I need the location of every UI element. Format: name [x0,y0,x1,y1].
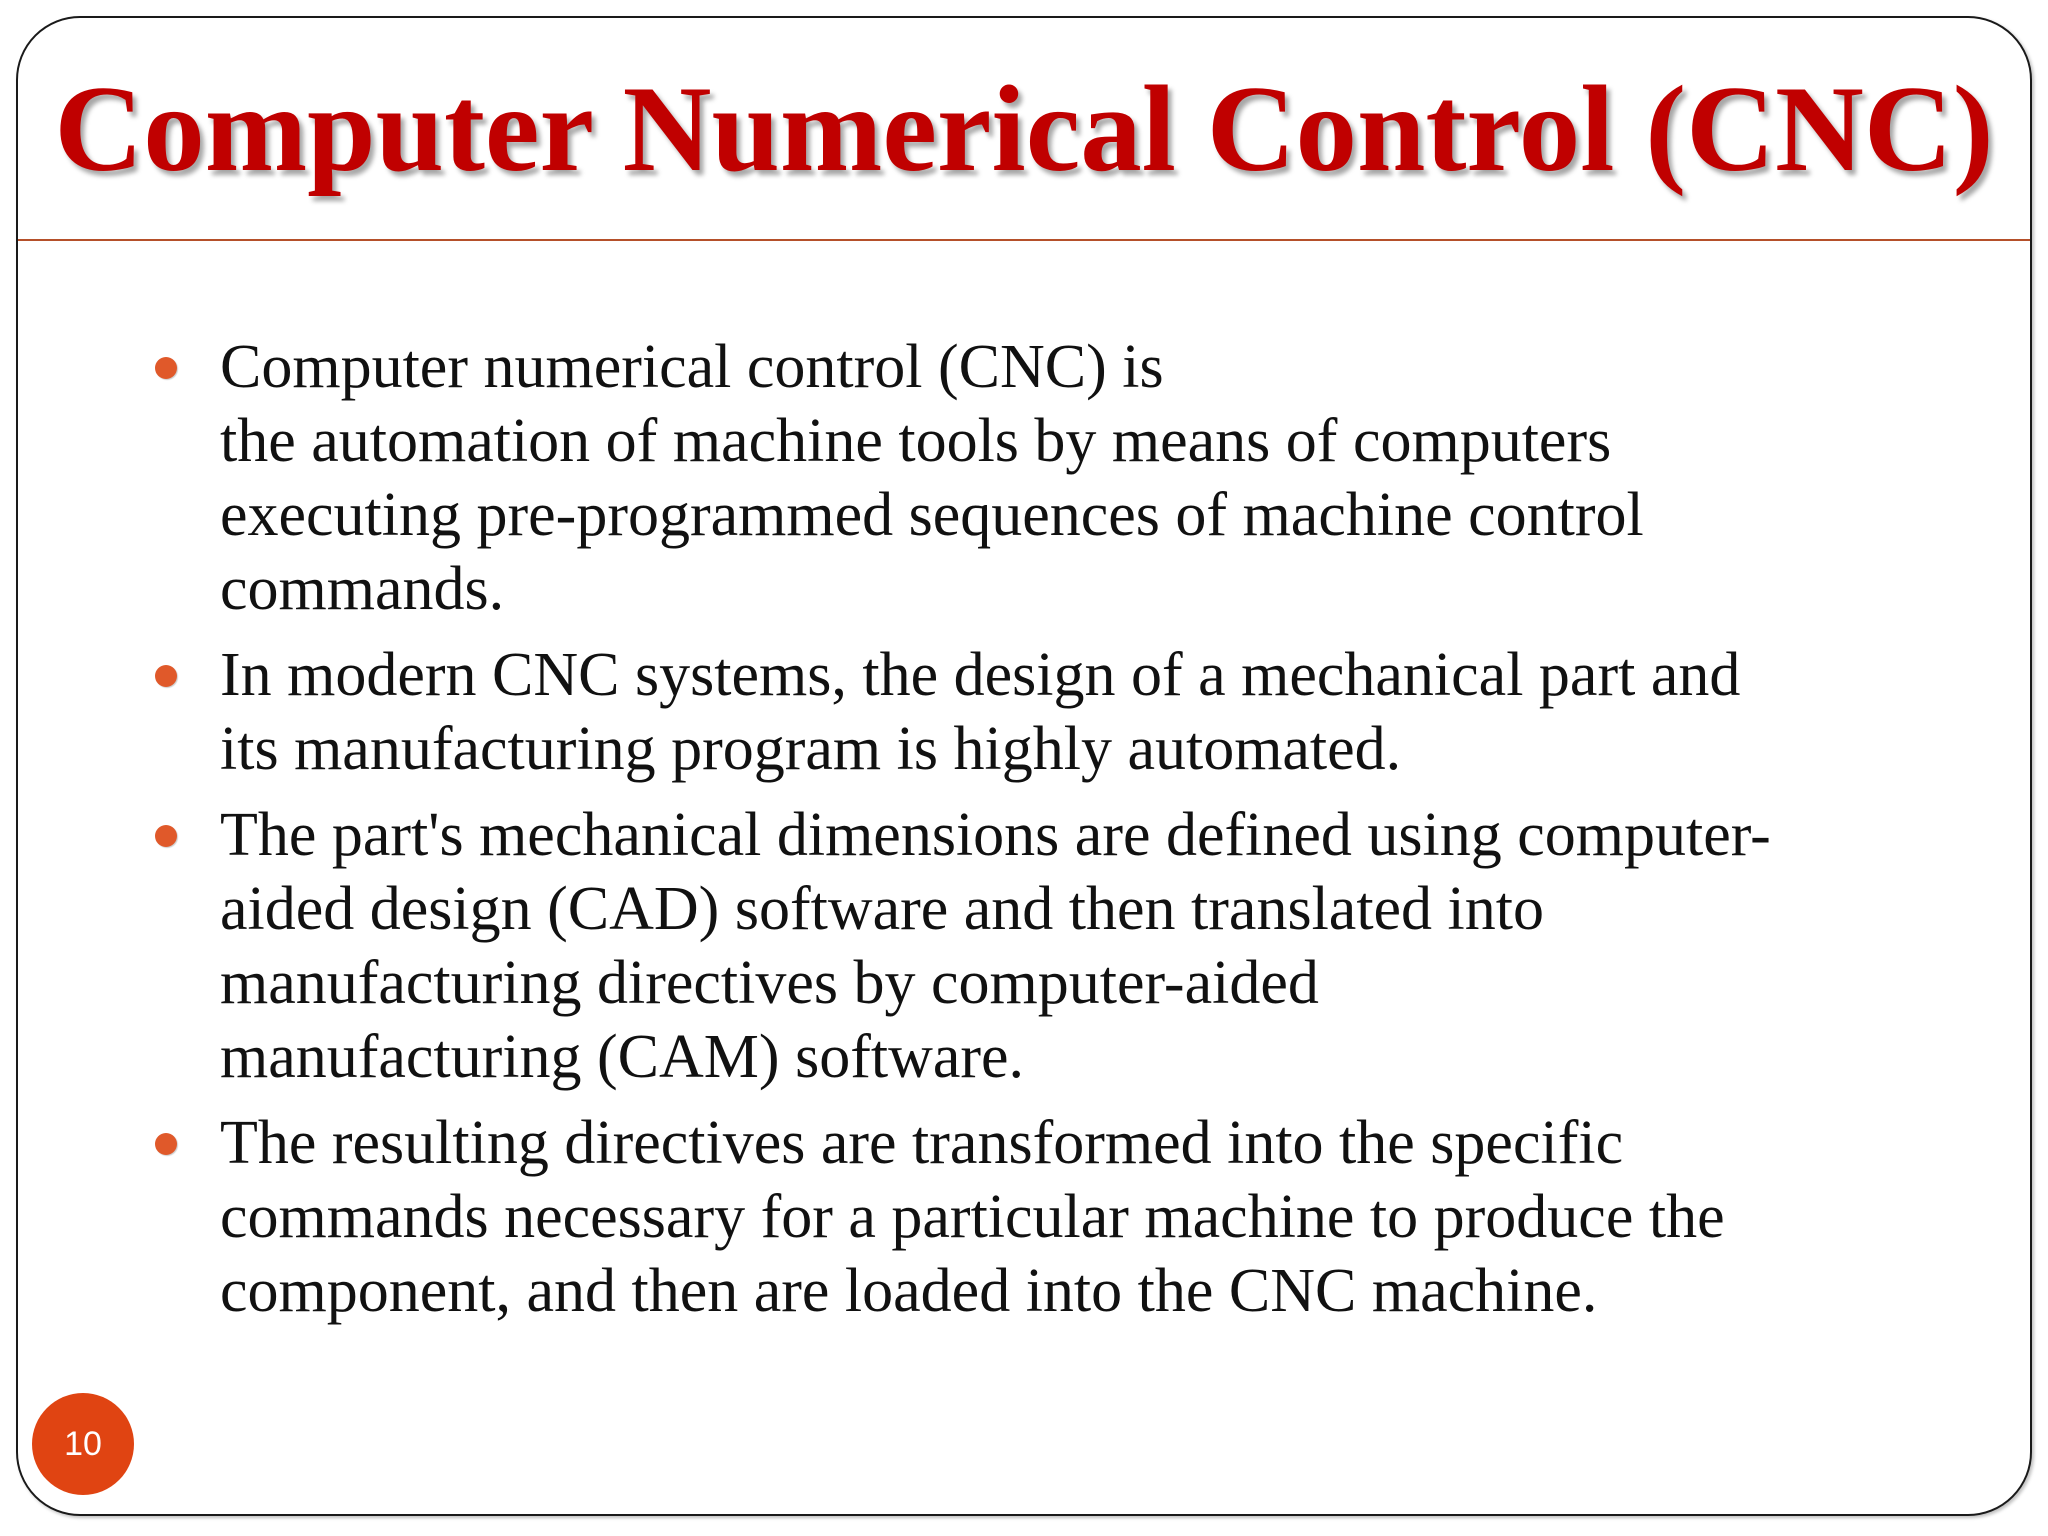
bullet-text: The part's mechanical dimensions are defined using computer- aided design (CAD) software and then translated into manufacturing directives by computer-aided manufacturing (CAM) software. [220,801,1771,1091]
page-number-badge [32,1393,134,1495]
bullet-item [155,1106,1955,1328]
title-divider [18,239,2030,241]
bullet-dot-icon [155,357,177,379]
bullet-text: The resulting directives are transformed into the specific commands necessary for a particular machine to produce the component, and then are loaded into the CNC machine. [220,1109,1725,1325]
bullet-dot-icon [155,825,177,847]
bullet-item [155,638,1955,786]
bullet-dot-icon [155,1133,177,1155]
bullet-dot-icon [155,665,177,687]
bullet-item [155,798,1955,1094]
page-number: 10 [64,1424,102,1463]
title-area [18,18,2030,238]
slide-title: Computer Numerical Control (CNC) [54,59,1994,197]
bullet-text: In modern CNC systems, the design of a mechanical part and its manufacturing program is highly automated. [220,641,1741,783]
bullet-text: Computer numerical control (CNC) is the automation of machine tools by means of computers executing pre-programmed sequences of machine control commands. [220,333,1644,623]
bullet-item [155,330,1955,626]
bullet-list [155,330,1955,1340]
